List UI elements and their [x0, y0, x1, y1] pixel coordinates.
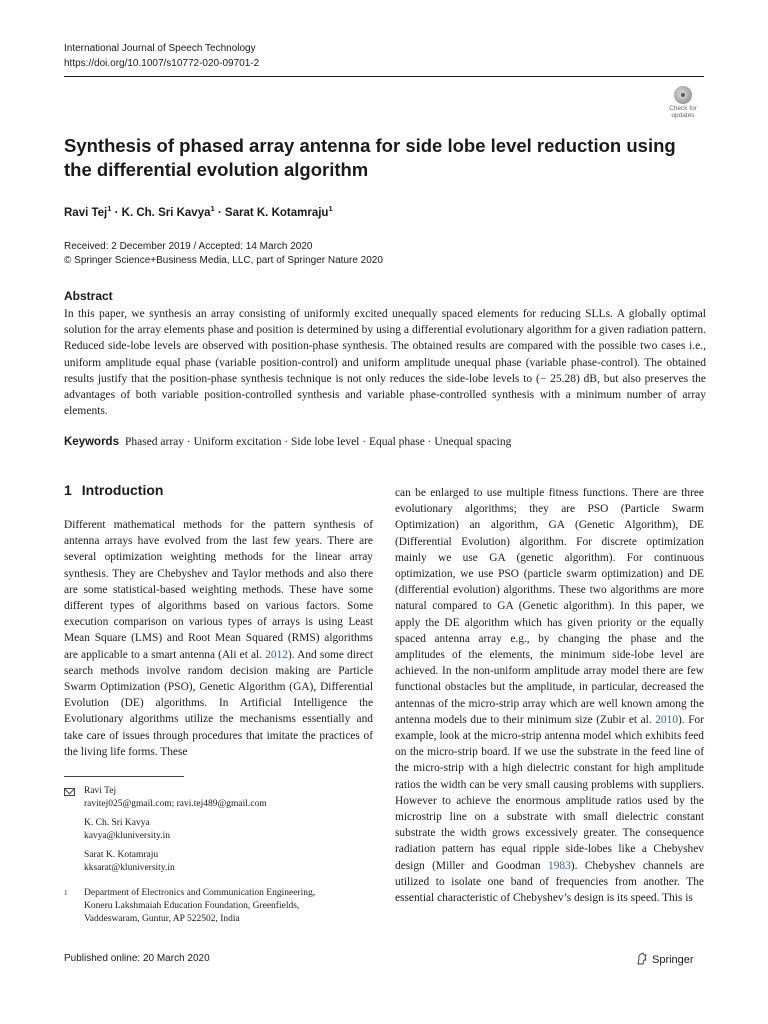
contact-name: Ravi Tej — [84, 786, 117, 796]
author-name: Ravi Tej — [64, 206, 108, 219]
badge-line-1: Check for — [669, 105, 697, 112]
mail-icon — [64, 788, 75, 796]
paragraph-text: ). For example, look at the micro-strip antenna model which exhibits feed on the micro-strip board. If we use the substrate in the feed line of the micro-strip with a high dielectric constant for high amplitude ratios the width can be very small causing problems with suppliers. However to achieve the enormous amplitude ratios used by the microstrip line on a substrate with small dielectric constant substrate the width grows excessively greater. The consequence radiation pattern has equal ripple side-lobes like a Chebyshev design (Miller and Goodman — [395, 713, 705, 872]
footnote-rule — [64, 776, 184, 777]
received-accepted: Received: 2 December 2019 / Accepted: 14 March 2020 — [64, 241, 313, 252]
header-rule — [64, 76, 704, 77]
check-for-updates-badge[interactable] — [663, 84, 703, 124]
badge-line-2: updates — [671, 112, 695, 119]
author-list — [64, 204, 333, 219]
contact-email[interactable]: kavya@kluniversity.in — [84, 831, 170, 841]
contact-entry — [64, 849, 373, 875]
affiliation-entry — [64, 887, 373, 926]
contact-email[interactable]: ravitej025@gmail.com; ravi.tej489@gmail.com — [84, 799, 267, 809]
publication-dates — [64, 240, 383, 268]
author-separator: · — [111, 206, 122, 219]
published-online: Published online: 20 March 2020 — [64, 953, 210, 964]
paragraph-text: ). Chebyshev channels are utilized to isolate one band of frequencies from another. The essential characteristic of Chebyshev’s design is its speed. This is — [395, 859, 705, 905]
author-name: Sarat K. Kotamraju — [224, 206, 329, 219]
paragraph-text: Different mathematical methods for the pattern synthesis of antenna arrays have evolved from the last few years. There are several optimization weighting methods for the linear array synthesis. They are Chebyshev and Taylor methods and also there are some statistical-based weighting methods. These have some different types of algorithms based on various factors. Some execution comparison on various types of arrays is using Least Mean Square (LMS) and Root Mean Squared (RMS) algorithms are applicable to a smart antenna (Ali et al. — [64, 519, 373, 661]
affiliation-line: Department of Electronics and Communication Engineering, — [84, 888, 316, 898]
citation-link[interactable]: 1983 — [548, 859, 571, 872]
springer-horse-icon — [636, 952, 648, 965]
author-separator: · — [214, 206, 225, 219]
author-affil-mark: 1 — [328, 204, 333, 213]
abstract-body: In this paper, we synthesis an array consisting of uniformly excited unequally spaced elements for reducing SLLs. A globally optimal solution for the array elements phase and position is determined by using a differential evolutionary algorithm for a given radiation pattern. Reduced side-lobe levels are observed with position-phase synthesis. The obtained results are compared with the possible two cases i.e., uniform amplitude equal phase (variable position-control) and uniform amplitude unequal phase (variable phase-control). The obtained results justify that the position-phase synthesis technique is not only reduces the side-lobe levels to (− 25.28) dB, but also preserves the advantages of both variable position-controlled synthesis and variable phase-controlled synthesis with a minimum number of array elements. — [64, 308, 706, 418]
section-number: 1 — [64, 482, 72, 498]
keywords-text: Phased array · Uniform excitation · Side lobe level · Equal phase · Unequal spacing — [124, 436, 512, 448]
check-for-updates-icon — [674, 86, 692, 104]
keywords — [64, 436, 511, 448]
author-affil-mark: 1 — [210, 204, 215, 213]
section-title: Introduction — [81, 482, 164, 498]
abstract-heading: Abstract — [64, 289, 113, 303]
citation-link[interactable]: 2012 — [265, 648, 288, 661]
publisher-logo — [636, 952, 694, 966]
contact-name: K. Ch. Sri Kavya — [84, 818, 150, 828]
affiliation-line: Vaddeswaram, Guntur, AP 522502, India — [84, 914, 240, 924]
left-column-text — [64, 517, 373, 760]
contact-email[interactable]: kksarat@kluniversity.in — [84, 863, 175, 873]
footnotes — [64, 785, 373, 932]
paper-title: Synthesis of phased array antenna for side lobe level reduction using the differential evolution algorithm — [64, 135, 676, 180]
publisher-name: Springer — [652, 954, 694, 966]
badge-label — [663, 105, 703, 119]
paragraph-text: ). And some direct search methods involve random decision making are Particle Swarm Optimization (PSO), Genetic Algorithm (GA), Differential Evolution (DE) algorithms. In Artificial Intelligence the Evolutionary algorithms utilize the mechanisms essentially and take care of issues through procedures that imitate the practices of the living life forms. These — [64, 648, 373, 758]
affiliation-line: Koneru Lakshmaiah Education Foundation, Greenfields, — [84, 901, 300, 911]
author-name: K. Ch. Sri Kavya — [121, 206, 211, 219]
affiliation-mark: 1 — [64, 889, 68, 897]
section-heading — [64, 482, 163, 498]
copyright-line: © Springer Science+Business Media, LLC, part of Springer Nature 2020 — [64, 255, 383, 266]
citation-link[interactable]: 2010 — [655, 713, 679, 726]
contact-entry — [64, 817, 373, 843]
contact-entry — [64, 785, 373, 811]
author-affil-mark: 1 — [107, 204, 112, 213]
keywords-label: Keywords — [64, 436, 119, 448]
journal-name: International Journal of Speech Technology — [64, 43, 256, 54]
contact-name: Sarat K. Kotamraju — [84, 850, 159, 860]
journal-header — [64, 41, 259, 71]
right-column-text — [395, 485, 704, 906]
doi-link[interactable]: https://doi.org/10.1007/s10772-020-09701-2 — [64, 58, 260, 69]
paragraph-text: can be enlarged to use multiple fitness functions. There are three evolutionary algorithms; they are PSO (Particle Swarm Optimization) an algorithm, GA (Genetic Algorithm), DE (Differential Evolution) algorithm. For discrete optimization mainly we use GA (genetic algorithm). For continuous optimization, we use PSO (particle swarm optimization) and DE (differential evolution) algorithms. These two algorithms are more natural compared to GA (Genetic algorithm). In this paper, we apply the DE algorithm which has given priority or the equally spaced antenna array e.g., by changing the phase and the amplitudes of the elements, the minimum side-lobe level are achieved. In the non-uniform amplitude array model there are few functional obstacles but the amplitude, in particular, decreased the antennas of the micro-strip array which are well known among the antenna models due to their minimum size (Zubir et al. — [395, 487, 704, 726]
